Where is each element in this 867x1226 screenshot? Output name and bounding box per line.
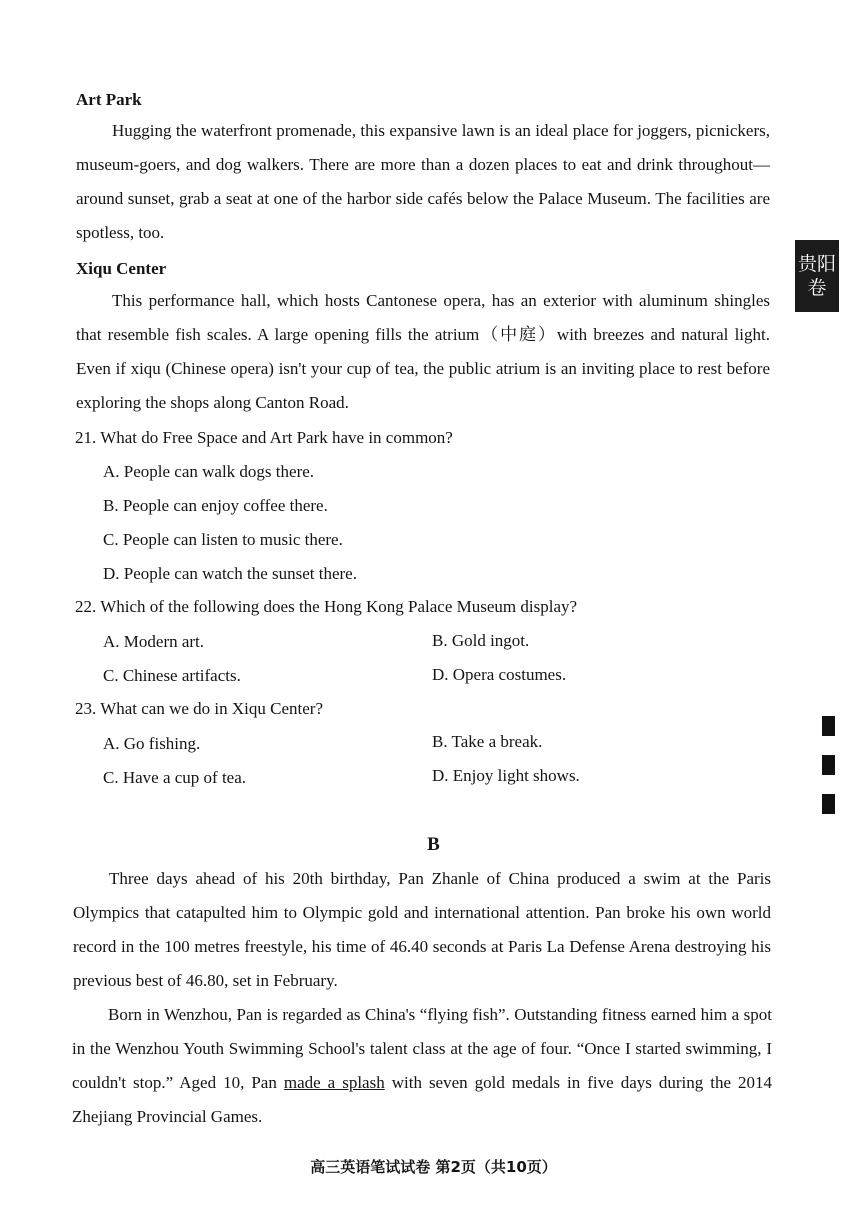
scan-mark-2 — [822, 755, 835, 775]
region-tab — [795, 240, 839, 312]
question-21-option-a: A. People can walk dogs there. — [103, 462, 315, 481]
question-22-option-d: D. Opera costumes. — [432, 665, 567, 684]
question-23-option-a: A. Go fishing. — [103, 734, 201, 753]
paragraph-2-text-start: Born in Wenzhou, Pan is regarded as China's “flying fish”. Outstanding fitness earned him a spot in the Wenzhou Youth Swimming School's talent class at the age of four. “Once I started swimming, I couldn't stop.” Aged 10, Pan — [72, 1005, 772, 1092]
region-tab-line1: 贵阳 — [797, 253, 836, 275]
question-21-option-b: B. People can enjoy coffee there. — [103, 496, 328, 515]
question-23-option-c: C. Have a cup of tea. — [103, 768, 247, 787]
section-b-label: B — [427, 834, 440, 855]
region-tab-line2: 卷 — [807, 277, 827, 299]
passage-b-paragraph-2 — [72, 998, 772, 1134]
question-21-option-c: C. People can listen to music there. — [103, 530, 343, 549]
passage-b-paragraph-1: Three days ahead of his 20th birthday, Pan Zhanle of China produced a swim at the Paris Olympics that catapulted him to Olympic gold and international attention. Pan broke his own world record in the 100 metres freestyle, his time of 46.40 seconds at Paris La Defense Arena destroying his previous best of 46.80, set in February. — [73, 869, 771, 990]
question-21-option-d: D. People can watch the sunset there. — [103, 564, 357, 583]
question-22-option-b: B. Gold ingot. — [432, 631, 530, 650]
question-22-stem: 22. Which of the following does the Hong Kong Palace Museum display? — [75, 597, 578, 616]
scan-mark-3 — [822, 794, 835, 814]
question-21-stem: 21. What do Free Space and Art Park have in common? — [75, 428, 453, 447]
question-23-stem: 23. What can we do in Xiqu Center? — [75, 699, 324, 718]
scan-mark-1 — [822, 716, 835, 736]
xiqu-center-heading: Xiqu Center — [76, 259, 167, 278]
page-footer: 高三英语笔试试卷 第2页（共10页） — [310, 1158, 557, 1176]
art-park-paragraph: Hugging the waterfront promenade, this expansive lawn is an ideal place for joggers, picnickers, museum-goers, and dog walkers. There are more than a dozen places to eat and drink throughout—around sunset, grab a seat at one of the harbor side cafés below the Palace Museum. The facilities are spotless, too. — [76, 121, 770, 242]
underlined-phrase: made a splash — [283, 1073, 385, 1092]
question-22-option-c: C. Chinese artifacts. — [103, 666, 241, 685]
question-23-option-d: D. Enjoy light shows. — [432, 766, 580, 785]
paragraph-2-text-end: with seven gold medals in five days during the 2014 Zhejiang Provincial Games. — [72, 1073, 773, 1126]
xiqu-center-paragraph: This performance hall, which hosts Cantonese opera, has an exterior with aluminum shingles that resemble fish scales. A large opening fills the atrium（中庭）with breezes and natural light. Even if xiqu (Chinese opera) isn't your cup of tea, the public atrium is an inviting place to rest before exploring the shops along Canton Road. — [76, 291, 770, 412]
question-22-option-a: A. Modern art. — [103, 632, 205, 651]
question-23-option-b: B. Take a break. — [432, 732, 543, 751]
art-park-heading: Art Park — [76, 90, 142, 109]
